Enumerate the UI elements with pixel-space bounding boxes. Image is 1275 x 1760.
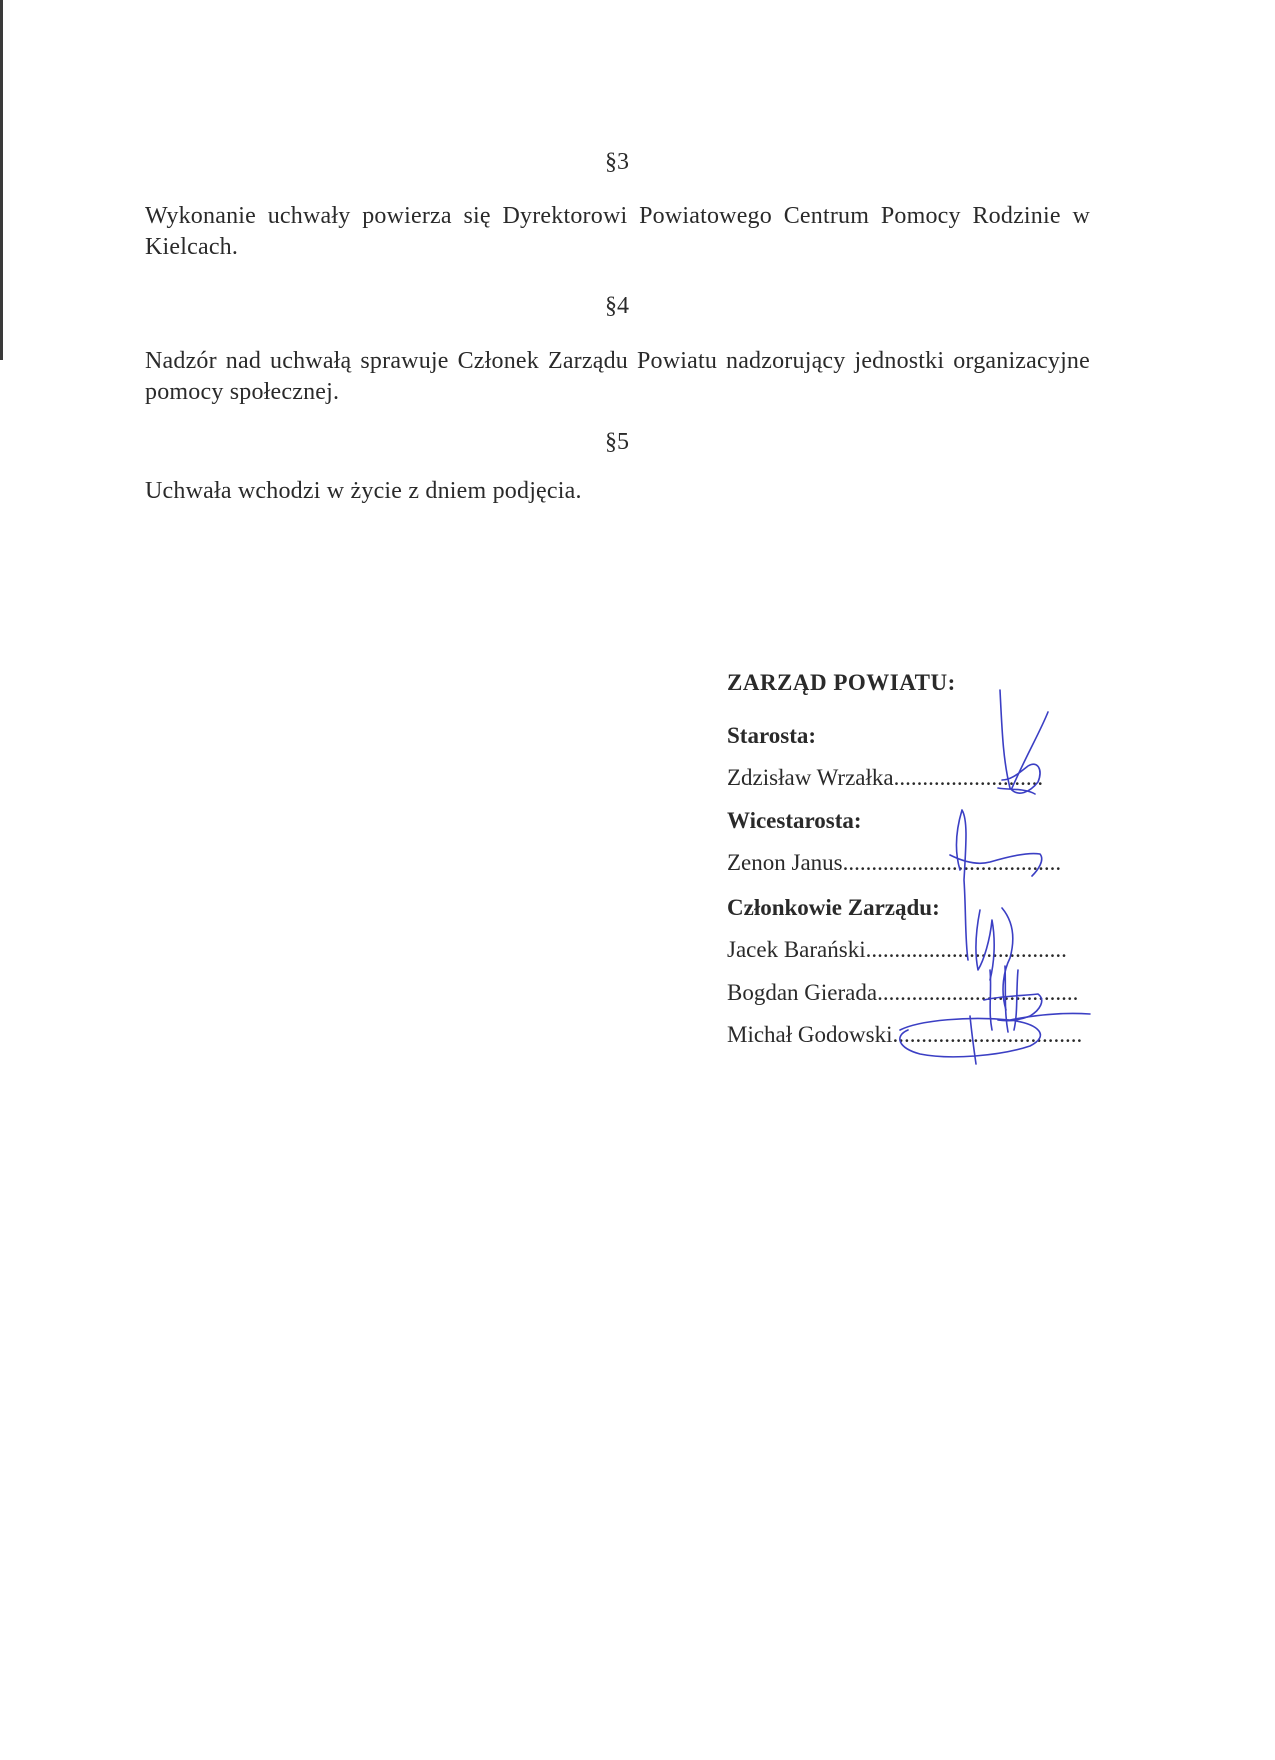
- board-heading: ZARZĄD POWIATU:: [727, 670, 956, 695]
- member-name: Bogdan Gierada: [727, 980, 878, 1005]
- section-mark-4: §4: [605, 293, 629, 319]
- scan-edge-shadow: [0, 0, 3, 360]
- starosta-dots: ..........................: [893, 765, 1044, 790]
- members-label: Członkowie Zarządu:: [727, 895, 940, 920]
- section-5-text: Uchwała wchodzi w życie z dniem podjęcia.: [145, 478, 582, 504]
- section-mark-5: §5: [605, 429, 629, 455]
- member-signature-line: [727, 1022, 1082, 1048]
- wicestarosta-signature-line: [727, 850, 1061, 876]
- member-name: Jacek Barański: [727, 937, 866, 962]
- wicestarosta-label: Wicestarosta:: [727, 808, 862, 833]
- member-dots: ...................................: [865, 937, 1067, 962]
- member-name: Michał Godowski: [727, 1022, 893, 1047]
- starosta-name: Zdzisław Wrzałka: [727, 765, 894, 790]
- member-dots: .................................: [892, 1022, 1083, 1047]
- member-signature-line: [727, 980, 1078, 1006]
- section-3-text: Wykonanie uchwały powierza się Dyrektorowi Powiatowego Centrum Pomocy Rodzinie w Kielcach.: [145, 203, 1090, 260]
- starosta-label: Starosta:: [727, 723, 817, 748]
- section-4-text: Nadzór nad uchwałą sprawuje Członek Zarządu Powiatu nadzorujący jednostki organizacyjne pomocy społecznej.: [145, 348, 1090, 405]
- starosta-signature-line: [727, 765, 1043, 791]
- section-mark-3: §3: [605, 149, 629, 175]
- wicestarosta-name: Zenon Janus: [727, 850, 843, 875]
- member-dots: ...................................: [877, 980, 1079, 1005]
- member-signature-line: [727, 937, 1067, 963]
- wicestarosta-dots: ......................................: [842, 850, 1062, 875]
